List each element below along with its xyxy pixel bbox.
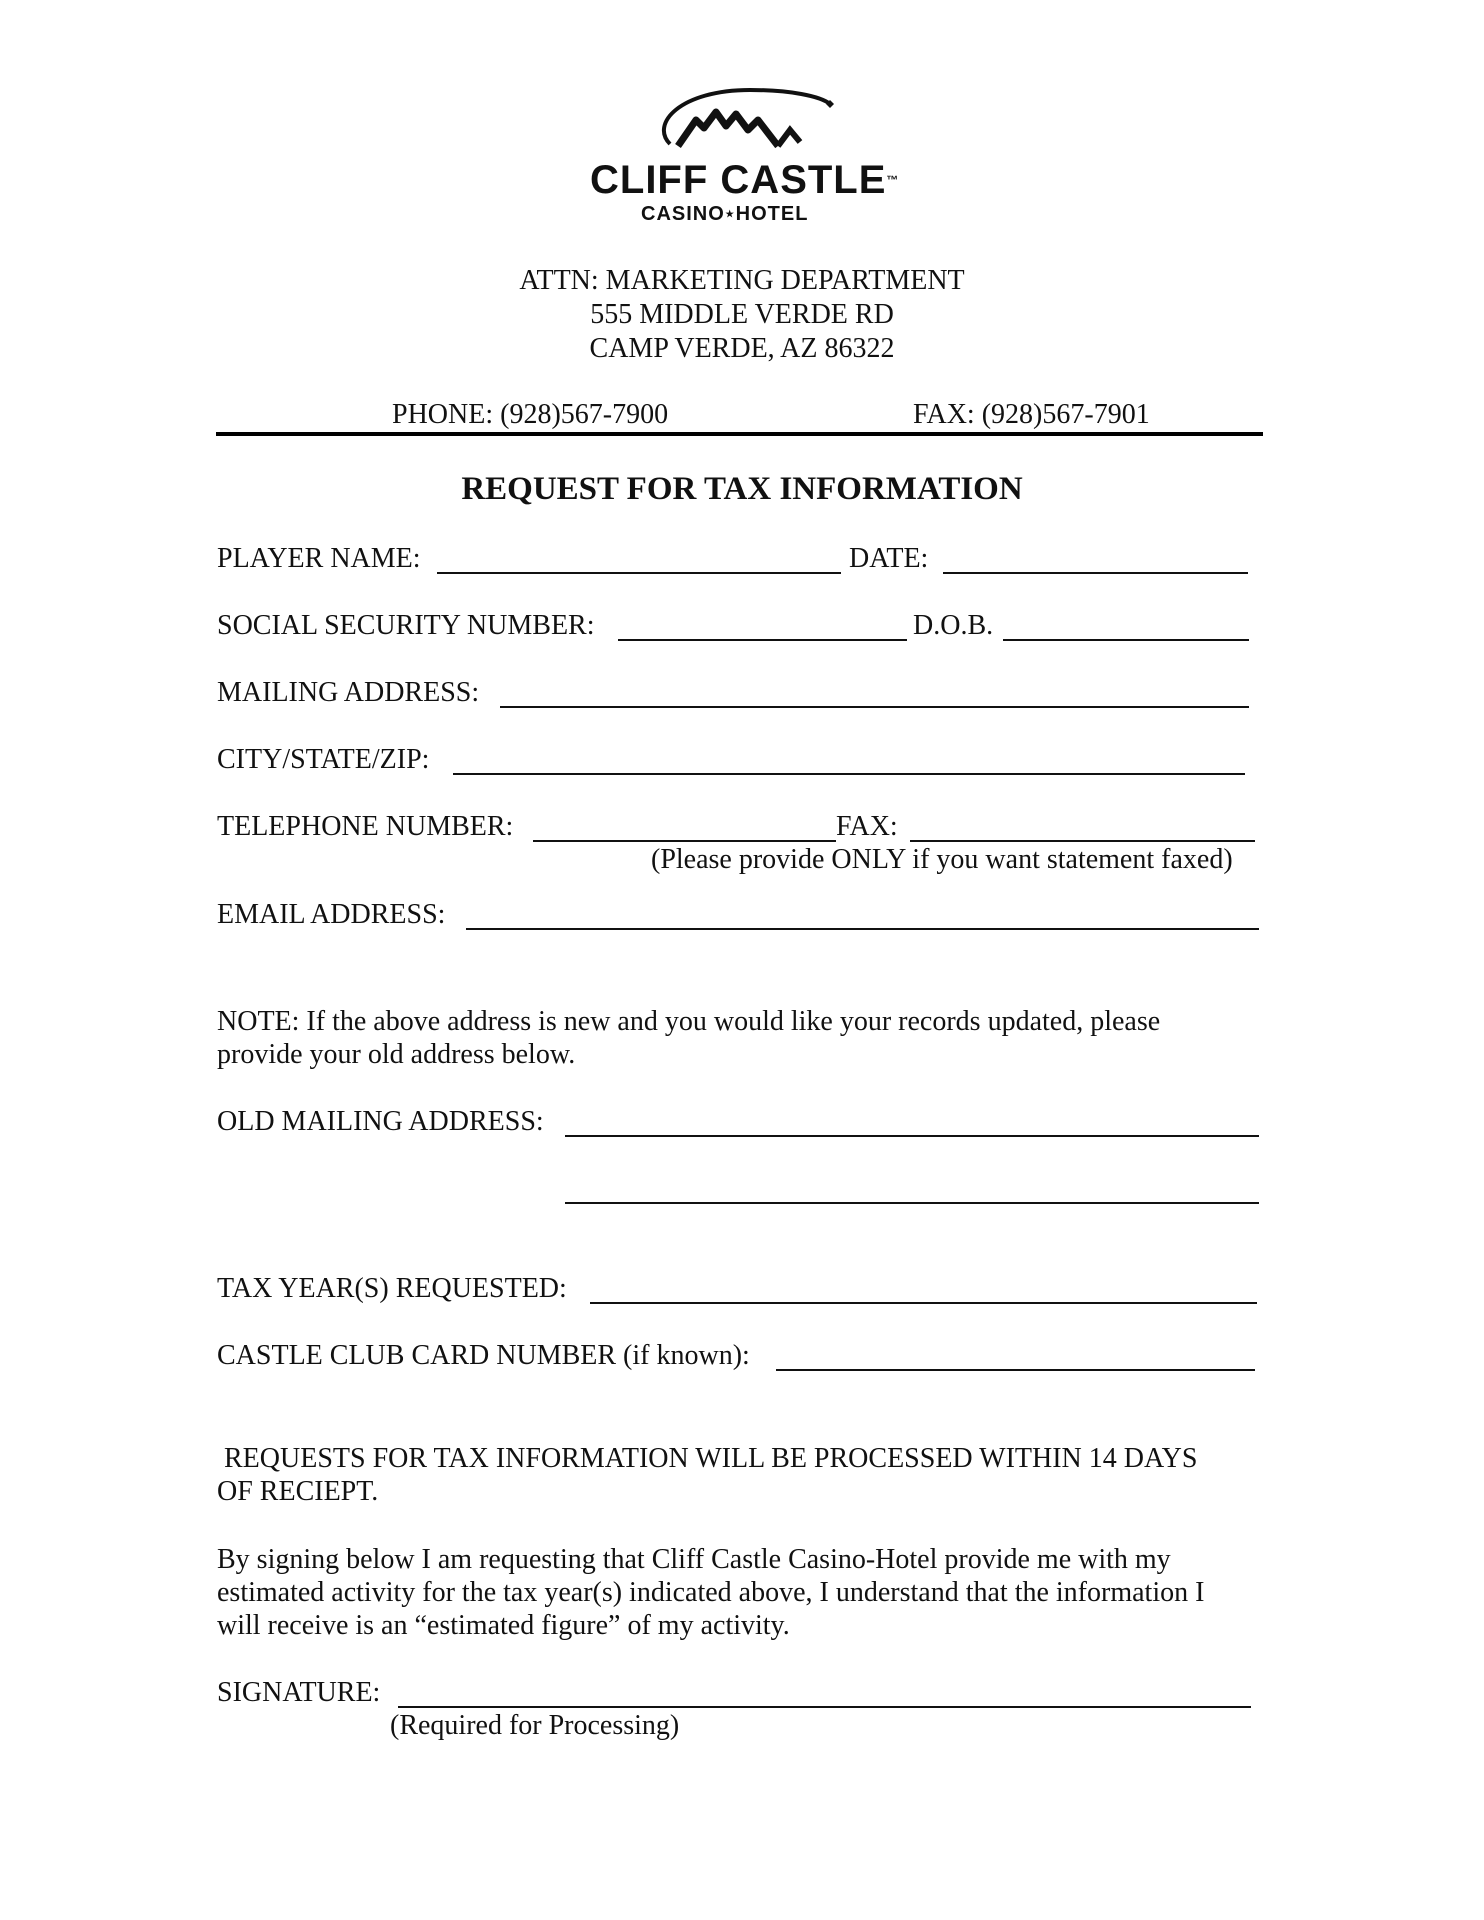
dob-field[interactable]	[1003, 639, 1249, 641]
ssn-field[interactable]	[618, 639, 907, 641]
logo-sub-hotel: HOTEL	[735, 203, 809, 225]
logo-trademark: ™	[886, 173, 900, 187]
processing-notice-line-1: REQUESTS FOR TAX INFORMATION WILL BE PROCESSED WITHIN 14 DAYS	[224, 1443, 1198, 1474]
fax-field[interactable]	[910, 840, 1255, 842]
player-name-field[interactable]	[437, 572, 841, 574]
city-state-zip-field[interactable]	[453, 773, 1245, 775]
mailing-address-field[interactable]	[500, 706, 1249, 708]
date-label: DATE:	[849, 543, 929, 574]
mailing-address-label: MAILING ADDRESS:	[217, 677, 480, 708]
tax-year-label: TAX YEAR(S) REQUESTED:	[217, 1273, 567, 1304]
header-divider	[216, 432, 1263, 436]
club-card-label: CASTLE CLUB CARD NUMBER (if known):	[217, 1340, 750, 1371]
signature-label: SIGNATURE:	[217, 1677, 381, 1708]
date-field[interactable]	[943, 572, 1248, 574]
player-name-label: PLAYER NAME:	[217, 543, 421, 574]
club-card-field[interactable]	[776, 1369, 1255, 1371]
email-address-field[interactable]	[466, 928, 1259, 930]
processing-notice-line-2: OF RECIEPT.	[217, 1476, 379, 1507]
fax-number: FAX: (928)567-7901	[913, 399, 1150, 430]
signature-note: (Required for Processing)	[390, 1710, 680, 1741]
logo-name: CLIFF CASTLE	[590, 158, 887, 202]
city-line: CAMP VERDE, AZ 86322	[589, 333, 895, 364]
old-mailing-address-field-2[interactable]	[565, 1202, 1259, 1204]
city-state-zip-label: CITY/STATE/ZIP:	[217, 744, 430, 775]
email-address-label: EMAIL ADDRESS:	[217, 899, 446, 930]
logo-star-icon: ★	[724, 208, 736, 221]
note-line-2: provide your old address below.	[217, 1039, 576, 1070]
fax-label: FAX:	[836, 811, 898, 842]
phone-number: PHONE: (928)567-7900	[392, 399, 669, 430]
consent-line-1: By signing below I am requesting that Cliff Castle Casino-Hotel provide me with my	[217, 1544, 1171, 1575]
cliff-castle-logo-icon	[640, 84, 840, 156]
dob-label: D.O.B.	[913, 610, 994, 641]
telephone-label: TELEPHONE NUMBER:	[217, 811, 514, 842]
note-line-1: NOTE: If the above address is new and you would like your records updated, please	[217, 1006, 1161, 1037]
form-title: REQUEST FOR TAX INFORMATION	[461, 471, 1023, 507]
tax-year-field[interactable]	[590, 1302, 1257, 1304]
old-mailing-address-label: OLD MAILING ADDRESS:	[217, 1106, 544, 1137]
fax-note: (Please provide ONLY if you want statement faxed)	[651, 844, 1233, 875]
ssn-label: SOCIAL SECURITY NUMBER:	[217, 610, 595, 641]
consent-line-3: will receive is an “estimated figure” of my activity.	[217, 1610, 790, 1641]
street-line: 555 MIDDLE VERDE RD	[590, 299, 894, 330]
signature-field[interactable]	[398, 1706, 1251, 1708]
old-mailing-address-field[interactable]	[565, 1135, 1259, 1137]
telephone-field[interactable]	[533, 840, 836, 842]
consent-line-2: estimated activity for the tax year(s) indicated above, I understand that the information I	[217, 1577, 1205, 1608]
logo-sub-casino: CASINO	[641, 203, 725, 225]
attn-line: ATTN: MARKETING DEPARTMENT	[519, 265, 965, 296]
